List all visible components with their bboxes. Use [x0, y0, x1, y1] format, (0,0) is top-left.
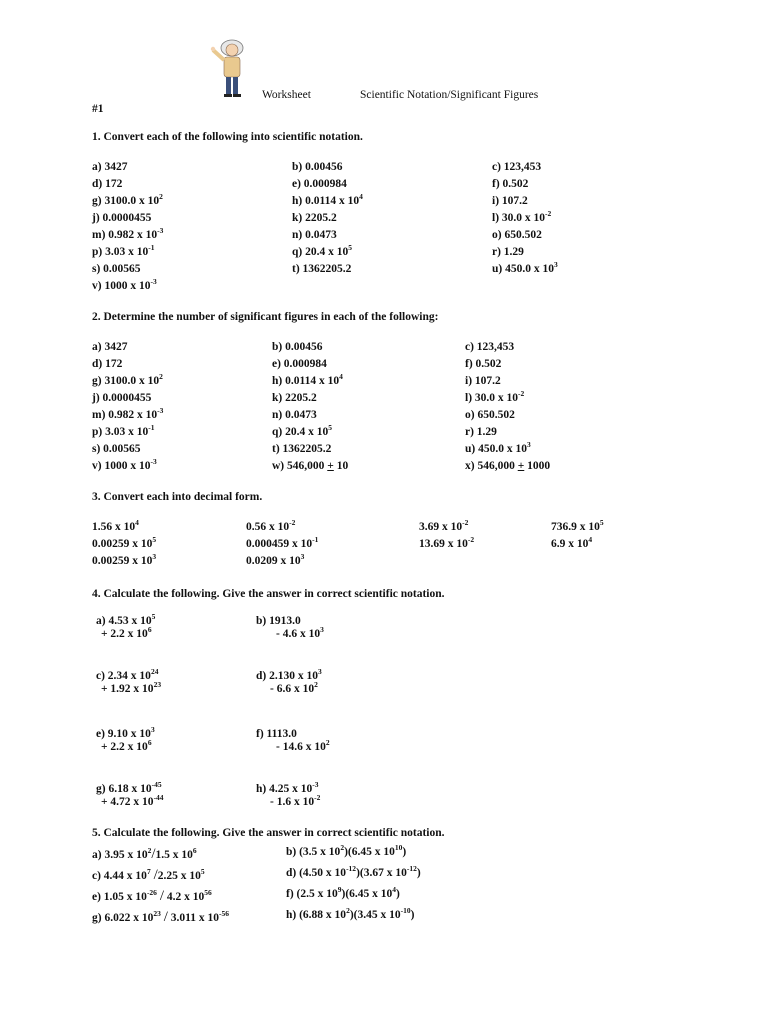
q4-problem-line1: c) 2.34 x $10^{24}$ — [96, 667, 159, 682]
q4-problem-line2: + 2.2 x $10^6$ — [101, 625, 152, 640]
q4-problem-line1: e) 9.10 x $10^3$ — [96, 725, 155, 740]
q2-item: a) 3427 — [92, 341, 128, 353]
q2-item: u) 450.0 x $10^3$ — [465, 440, 531, 455]
q4-problem-line2: + 2.2 x $10^6$ — [101, 738, 152, 753]
q2-item: c) 123,453 — [465, 341, 515, 353]
q2-item: s) 0.00565 — [92, 443, 141, 455]
q5-item: g) 6.022 x $10^{23} / 3.011$ x $10^{-56}$ — [92, 909, 230, 925]
q5-item: d) (4.50 x $10^{-12})(3.67$ x $10^{-12}$) — [286, 864, 421, 879]
q5-item: b) (3.5 x $10^2)(6.45$ x $10^{10}$) — [286, 843, 407, 858]
q1-item: g) 3100.0 x $10^2$ — [92, 192, 163, 207]
q2-item: p) 3.03 x $10^{-1}$ — [92, 423, 155, 438]
q2-item: q) 20.4 x $10^5$ — [272, 423, 332, 438]
q4-problem-line2: + 1.92 x $10^{23}$ — [101, 680, 162, 695]
q1-item: t) 1362205.2 — [292, 263, 352, 275]
cartoon-scientist-icon — [210, 38, 250, 100]
q2-item: d) 172 — [92, 358, 123, 370]
q1-item: n) 0.0473 — [292, 229, 337, 241]
q1-item: o) 650.502 — [492, 229, 542, 241]
q1-item: i) 107.2 — [492, 195, 528, 207]
q2-item: k) 2205.2 — [272, 392, 317, 404]
worksheet-label: Worksheet — [262, 89, 311, 101]
q4-problem-line1: d) 2.130 x $10^3$ — [256, 667, 322, 682]
q4-problem-line1: f) 1113.0 — [256, 728, 297, 740]
q2-item: f) 0.502 — [465, 358, 502, 370]
q5-item: f) (2.5 x $10^9)(6.45$ x $10^4$) — [286, 885, 400, 900]
q1-item: h) 0.0114 x $10^4$ — [292, 192, 363, 207]
q1-item: m) 0.982 x $10^{-3}$ — [92, 226, 164, 241]
q3-item: 0.00259 x $10^3$ — [92, 552, 157, 567]
worksheet-number: #1 — [92, 103, 104, 115]
q4-problem-line1: g) 6.18 x $10^{-45}$ — [96, 780, 162, 795]
q5-item: e) 1.05 x $10^{-26} / 4.2$ x $10^{56}$ — [92, 888, 212, 904]
q5-item: a) 3.95 x $10^2/1.5$ x $10^6$ — [92, 846, 197, 862]
question-1-heading: 1. Convert each of the following into scientific notation. — [92, 131, 363, 143]
q1-item: s) 0.00565 — [92, 263, 141, 275]
q1-item: l) 30.0 x $10^{-2}$ — [492, 209, 552, 224]
q1-item: a) 3427 — [92, 161, 128, 173]
q2-item: e) 0.000984 — [272, 358, 327, 370]
q2-item: l) 30.0 x $10^{-2}$ — [465, 389, 525, 404]
q2-item: b) 0.00456 — [272, 341, 323, 353]
q3-item: 6.9 x $10^4$ — [551, 535, 593, 550]
q1-item: j) 0.0000455 — [92, 212, 152, 224]
q1-item: r) 1.29 — [492, 246, 524, 258]
q1-item: q) 20.4 x $10^5$ — [292, 243, 352, 258]
q1-item: k) 2205.2 — [292, 212, 337, 224]
q1-item: c) 123,453 — [492, 161, 542, 173]
q4-problem-line2: - 4.6 x $10^3$ — [276, 625, 324, 640]
q2-item: m) 0.982 x $10^{-3}$ — [92, 406, 164, 421]
q1-item: f) 0.502 — [492, 178, 529, 190]
q1-item: p) 3.03 x $10^{-1}$ — [92, 243, 155, 258]
q2-item: n) 0.0473 — [272, 409, 317, 421]
q3-item: 0.000459 x $10^{-1}$ — [246, 535, 319, 550]
q2-item: w) 546,000 + 10 — [272, 460, 349, 472]
q5-item: h) (6.88 x $10^2)(3.45$ x $10^{-10}$) — [286, 906, 415, 921]
q1-item: b) 0.00456 — [292, 161, 343, 173]
q3-item: 13.69 x $10^{-2}$ — [419, 535, 475, 550]
q3-item: 0.00259 x $10^5$ — [92, 535, 157, 550]
q4-problem-line1: b) 1913.0 — [256, 615, 301, 627]
question-2-heading: 2. Determine the number of significant figures in each of the following: — [92, 311, 439, 323]
q4-problem-line2: - 14.6 x $10^2$ — [276, 738, 330, 753]
q4-problem-line2: + 4.72 x $10^{-44}$ — [101, 793, 164, 808]
q2-item: r) 1.29 — [465, 426, 497, 438]
q1-item: u) 450.0 x $10^3$ — [492, 260, 558, 275]
q1-item: e) 0.000984 — [292, 178, 347, 190]
q2-item: v) 1000 x $10^{-3}$ — [92, 457, 157, 472]
q4-problem-line1: a) 4.53 x $10^5$ — [96, 612, 156, 627]
q1-item: d) 172 — [92, 178, 123, 190]
question-4-heading: 4. Calculate the following. Give the answer in correct scientific notation. — [92, 588, 445, 600]
q2-item: t) 1362205.2 — [272, 443, 332, 455]
q3-item: 0.56 x $10^{-2}$ — [246, 518, 296, 533]
q5-item: c) 4.44 x $10^7$ /2.25 x $10^5$ — [92, 867, 205, 883]
q3-item: 0.0209 x $10^3$ — [246, 552, 305, 567]
worksheet-topic: Scientific Notation/Significant Figures — [360, 89, 539, 101]
q1-item: v) 1000 x $10^{-3}$ — [92, 277, 157, 292]
q3-item: 1.56 x $10^4$ — [92, 518, 139, 533]
q3-item: 736.9 x $10^5$ — [551, 518, 604, 533]
q3-item: 3.69 x $10^{-2}$ — [419, 518, 469, 533]
q4-problem-line2: - 6.6 x $10^2$ — [270, 680, 318, 695]
question-5-heading: 5. Calculate the following. Give the answer in correct scientific notation. — [92, 827, 445, 839]
q2-item: g) 3100.0 x $10^2$ — [92, 372, 163, 387]
q4-problem-line1: h) 4.25 x $10^{-3}$ — [256, 780, 319, 795]
q4-problem-line2: - 1.6 x $10^{-2}$ — [270, 793, 321, 808]
q2-item: j) 0.0000455 — [92, 392, 152, 404]
q2-item: x) 546,000 + 1000 — [465, 460, 551, 472]
q2-item: h) 0.0114 x $10^4$ — [272, 372, 343, 387]
q2-item: i) 107.2 — [465, 375, 501, 387]
question-3-heading: 3. Convert each into decimal form. — [92, 491, 263, 503]
q2-item: o) 650.502 — [465, 409, 515, 421]
